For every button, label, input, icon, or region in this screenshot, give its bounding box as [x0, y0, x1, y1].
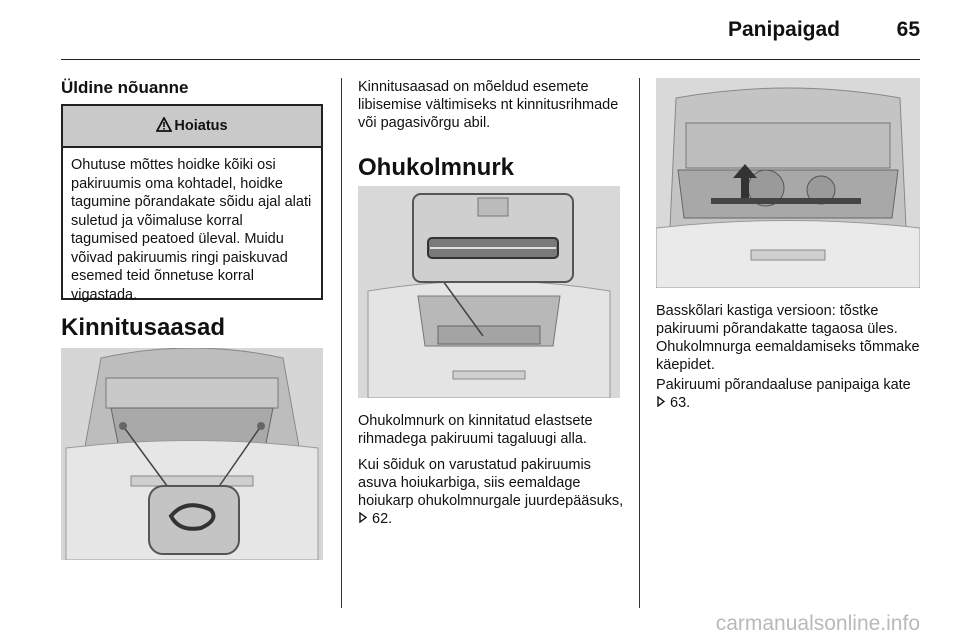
figure-trunk-tie-down: [61, 348, 323, 560]
figure-subwoofer-floor-cover: [656, 78, 920, 288]
warning-text: Ohutuse mõttes hoidke kõiki osi pakiruumis oma kohtadel, hoidke tagumine põrandakate sõidu ajal alati suletud ja võimaluse korral tagumised peatoed üleval. Muidu võivad pakiruumis ringi paiskuvad esemed teid õnnetuse korral vigastada.: [71, 157, 312, 303]
page-reference-link[interactable]: 62.: [372, 511, 393, 527]
warning-title: Hoiatus: [174, 118, 228, 134]
warning-header: [63, 106, 321, 148]
page-reference-link[interactable]: 63.: [670, 395, 691, 411]
section-title-warning-triangle: Ohukolmnurk: [358, 154, 515, 181]
subwoofer-version-text: Basskõlari kastiga versioon: tõstke pakiruumi põrandakatte tagaosa üles. Ohukolmnurga eemaldamiseks tõmmake käepidet.: [656, 303, 920, 373]
storage-box-text: [358, 456, 630, 528]
watermark: carmanualsonline.info: [715, 612, 920, 635]
column-divider: [341, 78, 342, 608]
underfloor-storage-text-body: Pakiruumi põrandaaluse panipaiga kate: [656, 377, 911, 393]
header-rule: [61, 59, 920, 60]
page-number: 65: [896, 18, 920, 41]
figure-warning-triangle-location: [358, 186, 620, 398]
warning-box: [61, 104, 323, 303]
triangle-location-text: Ohukolmnurk on kinnitatud elastsete rihmadega pakiruumi tagaluugi alla.: [358, 413, 593, 447]
column-divider: [639, 78, 640, 608]
section-heading-general: Üldine nõuanne: [61, 78, 189, 97]
underfloor-storage-text: [656, 376, 922, 412]
section-title-tie-downs: Kinnitusaasad: [61, 314, 226, 341]
tie-down-description: Kinnitusaasad on mõeldud esemete libisemise vältimiseks nt kinnitusrihmade või pagasivõrgu abil.: [358, 79, 619, 131]
warning-triangle-icon: [156, 117, 172, 136]
page-reference-arrow-icon: [656, 395, 670, 411]
page-reference-arrow-icon: [358, 511, 372, 527]
page-header-title: Panipaigad: [727, 18, 840, 41]
storage-box-text-body: Kui sõiduk on varustatud pakiruumis asuva hoiukarbiga, siis eemaldage hoiukarp ohukolmnurgale juurdepääsuks,: [358, 457, 624, 509]
